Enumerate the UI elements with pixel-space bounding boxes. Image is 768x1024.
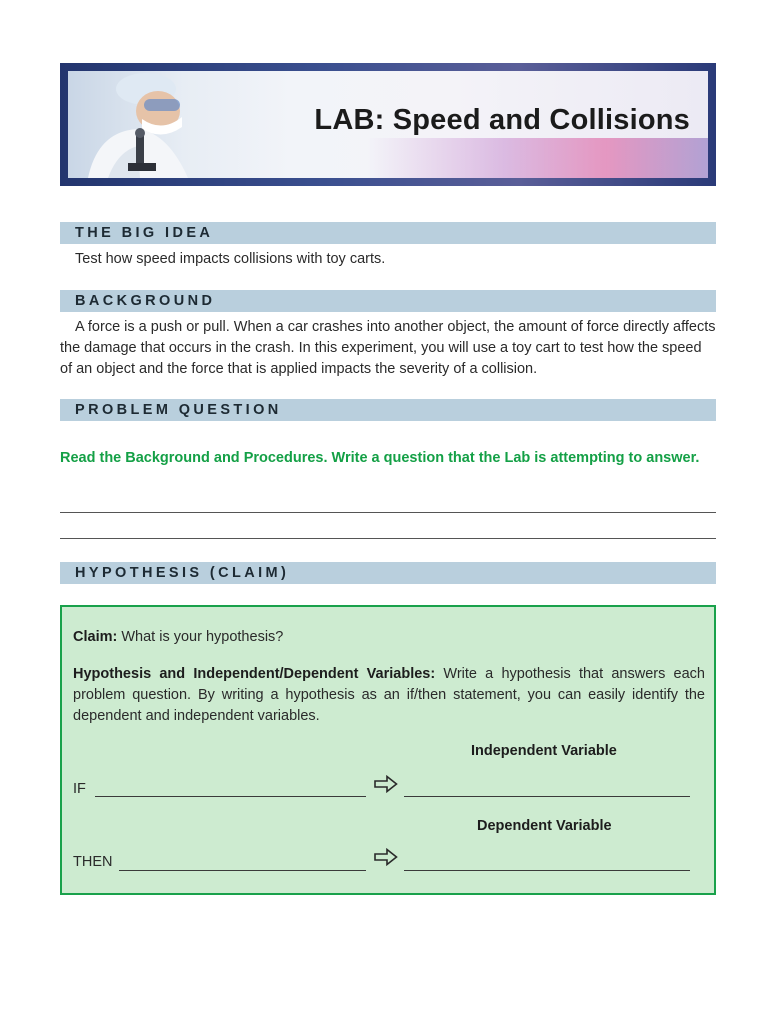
independent-variable-blank[interactable] <box>404 796 690 797</box>
claim-paragraph <box>73 627 705 648</box>
page-title: LAB: Speed and Collisions <box>314 104 690 136</box>
claim-text: What is your hypothesis? <box>117 629 284 645</box>
then-label: THEN <box>73 854 113 870</box>
hypothesis-box <box>60 605 716 895</box>
right-arrow-icon <box>374 848 398 866</box>
section-header-hypothesis <box>60 562 716 584</box>
answer-line-2[interactable] <box>60 538 716 539</box>
then-blank[interactable] <box>119 870 366 871</box>
scientist-image <box>78 71 208 178</box>
section-heading: BACKGROUND <box>75 293 216 309</box>
variables-paragraph <box>73 664 705 727</box>
section-header-background <box>60 290 716 312</box>
section-header-problem-question <box>60 399 716 421</box>
if-blank[interactable] <box>95 796 366 797</box>
if-label: IF <box>73 781 86 797</box>
header-banner <box>60 63 716 186</box>
section-heading: PROBLEM QUESTION <box>75 402 282 418</box>
variables-label: Hypothesis and Independent/Dependent Variables: <box>73 666 436 682</box>
independent-variable-label: Independent Variable <box>471 743 617 759</box>
problem-question-prompt: Read the Background and Procedures. Write a question that the Lab is attempting to answer. <box>60 450 700 466</box>
dependent-variable-blank[interactable] <box>404 870 690 871</box>
section-heading: THE BIG IDEA <box>75 225 214 241</box>
big-idea-text: Test how speed impacts collisions with toy carts. <box>75 251 386 267</box>
background-text: A force is a push or pull. When a car crashes into another object, the amount of force directly affects the damage that occurs in the crash. In this experiment, you will use a toy cart to test how the speed of an object and the force that is applied impacts the severity of a collision. <box>60 319 716 377</box>
answer-line-1[interactable] <box>60 512 716 513</box>
right-arrow-icon <box>374 775 398 793</box>
dependent-variable-label: Dependent Variable <box>477 818 612 834</box>
claim-label: Claim: <box>73 629 118 645</box>
variables-text: Write a hypothesis that answers each problem question. By writing a hypothesis as an if/then statement, you can easily identify the dependent and independent variables. <box>73 666 705 724</box>
section-heading: HYPOTHESIS (CLAIM) <box>75 565 290 581</box>
section-header-big-idea <box>60 222 716 244</box>
